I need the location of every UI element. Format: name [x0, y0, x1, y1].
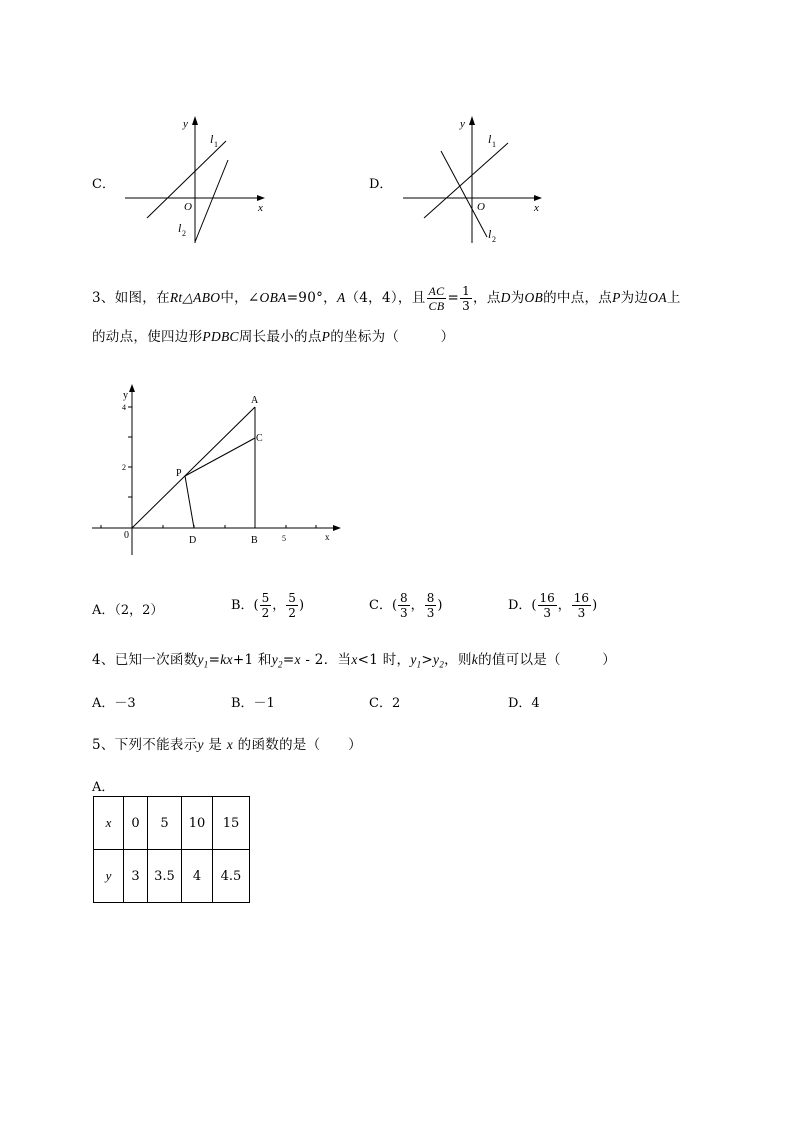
fraction-denominator: 3	[543, 606, 551, 620]
table-cell: 0	[124, 797, 148, 850]
y-axis-arrow	[129, 384, 135, 392]
q3-segment-ob: OB	[524, 290, 544, 305]
l1-label: l	[210, 132, 214, 146]
fraction-denominator: 3	[426, 606, 435, 620]
y-axis-label: y	[183, 118, 188, 130]
q3-angle: OBA	[259, 290, 287, 305]
segment-pc	[185, 438, 255, 476]
point-c-label: C	[256, 433, 263, 444]
l2-subscript: 2	[182, 229, 186, 238]
separator: ，	[557, 598, 571, 613]
question-3-line-2	[92, 325, 454, 345]
line-l2	[441, 151, 487, 237]
l1-label: l	[488, 132, 492, 146]
fraction	[286, 592, 298, 619]
q4-option-a[interactable]: A．－3	[92, 696, 136, 711]
question-3-figure	[88, 380, 348, 555]
fraction-denominator: CB	[428, 299, 445, 313]
q3-point-p: P	[321, 329, 331, 344]
point-a-label: A	[251, 395, 259, 406]
q4-option-c[interactable]: C．2	[369, 696, 401, 711]
tick-label-2: 2	[122, 463, 126, 472]
table-cell: 10	[182, 797, 213, 850]
fraction-numerator: 16	[573, 591, 590, 605]
q4-y2: y	[271, 652, 279, 667]
q3-option-c[interactable]	[369, 592, 442, 619]
q4-option-d[interactable]: D．4	[508, 696, 540, 711]
row-label-x: x	[94, 797, 124, 850]
question-3-line-1	[92, 285, 681, 312]
fraction-denominator: 2	[261, 606, 270, 620]
tick-label-4: 4	[122, 403, 126, 412]
fraction-numerator: 8	[426, 591, 435, 605]
option-label: D．(	[508, 598, 537, 613]
origin-label: O	[477, 201, 485, 213]
fraction-denominator: 2	[288, 606, 296, 620]
q5-text: 5、下列不能表示	[92, 737, 198, 753]
fraction	[398, 592, 410, 619]
table-cell: 3	[124, 850, 148, 903]
question-4	[92, 648, 616, 670]
q4-equals: =	[282, 652, 295, 668]
table-cell: 15	[213, 797, 250, 850]
q3-text: 为边	[620, 290, 649, 306]
q4-text: 的值可以是（ ）	[478, 652, 617, 668]
option-close: )	[437, 598, 443, 613]
q5-text: 的函数的是（ ）	[233, 737, 362, 753]
y-axis-label: y	[460, 118, 465, 130]
table-cell: 4.5	[213, 850, 250, 903]
q3-option-b[interactable]	[231, 592, 304, 619]
y-axis-arrow	[192, 116, 198, 125]
q3-text: 的坐标为（ ）	[330, 329, 455, 345]
point-d-label: D	[189, 535, 197, 546]
fraction-denominator: 3	[400, 606, 408, 620]
q4-k: k	[471, 652, 479, 667]
l1-subscript: 1	[492, 140, 496, 149]
fraction-numerator: 1	[462, 284, 471, 298]
option-d-graph	[398, 110, 548, 250]
q5-y: y	[197, 737, 204, 752]
fraction	[572, 592, 591, 619]
q4-x: x	[351, 652, 358, 667]
table-row	[94, 850, 250, 903]
option-close: )	[592, 598, 598, 613]
q3-quadrilateral: PDBC	[202, 329, 239, 344]
y-axis-label: y	[123, 390, 128, 401]
q3-option-d[interactable]	[508, 592, 597, 619]
q4-text: 4、已知一次函数	[92, 652, 198, 668]
x-axis-label: x	[258, 202, 263, 214]
option-label: B．(	[231, 598, 259, 613]
table-cell: 4	[182, 850, 213, 903]
q3-triangle: Rt△ABO	[169, 290, 221, 305]
q5-x: x	[226, 737, 234, 752]
line-l2	[195, 160, 228, 242]
q3-text: 为	[510, 290, 525, 306]
fraction-numerator: AC	[428, 284, 445, 298]
tick-label-5: 5	[282, 534, 286, 543]
q4-text: +1 和	[232, 652, 272, 668]
fraction-numerator: 5	[288, 591, 296, 605]
segment-oa	[132, 407, 255, 528]
q3-text: 上	[666, 290, 681, 306]
q4-option-b[interactable]: B．－1	[231, 696, 275, 711]
q4-subscript: 2	[278, 659, 283, 670]
fraction-numerator: 5	[261, 591, 270, 605]
q4-text: <1 时，	[357, 652, 411, 668]
option-c-label[interactable]: C．	[92, 177, 115, 192]
q3-text: 3、如图，在	[92, 290, 170, 306]
fraction	[260, 592, 272, 619]
question-5	[92, 733, 362, 753]
x-axis-label: x	[325, 532, 330, 542]
q3-point-a: A	[336, 290, 346, 305]
l2-label: l	[178, 221, 182, 235]
q5-text: 是	[203, 737, 227, 753]
table-cell: 5	[148, 797, 182, 850]
q3-ratio-fraction	[427, 285, 447, 312]
x-axis-arrow	[257, 195, 265, 201]
q3-text: 的动点，使四边形	[92, 329, 203, 345]
q4-equals: =	[208, 652, 221, 668]
q5-function-table	[93, 796, 250, 903]
fraction-numerator: 16	[539, 591, 555, 605]
q3-text: （4，4），且	[345, 290, 426, 306]
q4-x: x	[294, 652, 301, 667]
fraction	[425, 592, 437, 619]
axis-ticks	[101, 407, 316, 528]
option-c-graph	[120, 110, 270, 250]
q4-subscript: 1	[416, 659, 422, 670]
q4-kx: kx	[220, 652, 233, 667]
x-axis-arrow	[534, 195, 542, 201]
q3-segment-oa: OA	[648, 290, 667, 305]
origin-label: 0	[124, 530, 129, 541]
q3-text: ，点	[473, 290, 501, 306]
table-row	[94, 797, 250, 850]
q4-greater-than: >	[421, 652, 434, 668]
option-label: C．(	[369, 598, 398, 613]
segment-pd	[185, 476, 194, 528]
q3-text: 的中点，点	[543, 290, 613, 306]
l2-subscript: 2	[492, 235, 496, 244]
fraction-denominator: 3	[577, 606, 586, 620]
option-close: )	[298, 598, 305, 613]
separator: ，	[410, 598, 424, 613]
q3-equals: =	[447, 290, 460, 306]
y-axis-arrow	[469, 116, 475, 125]
x-axis-label: x	[534, 202, 539, 214]
fraction	[538, 592, 557, 619]
x-axis-arrow	[333, 525, 341, 531]
q4-subscript: 2	[439, 659, 445, 670]
q3-option-a[interactable]: A．（2，2）	[92, 603, 164, 618]
l2-label: l	[488, 227, 492, 241]
origin-label: O	[184, 201, 192, 213]
q4-text: ，则	[444, 652, 472, 668]
row-label-y: y	[94, 850, 124, 903]
q3-text: 周长最小的点	[238, 329, 322, 345]
q4-text: - 2．当	[300, 652, 352, 668]
line-l1	[424, 143, 508, 218]
q4-y2: y	[433, 652, 440, 667]
separator: ，	[272, 598, 286, 613]
q3-point-p: P	[612, 290, 621, 305]
q4-y1: y	[197, 652, 204, 667]
l1-subscript: 1	[214, 140, 218, 149]
point-p-label: P	[176, 468, 182, 479]
q3-text: =90°，	[286, 290, 337, 306]
q3-point-d: D	[500, 290, 511, 305]
point-b-label: B	[251, 535, 258, 546]
q5-option-a[interactable]: A．	[92, 780, 115, 795]
q4-y1: y	[410, 652, 417, 667]
fraction-numerator: 8	[400, 591, 408, 605]
q4-subscript: 1	[203, 659, 209, 670]
q3-ratio-value	[460, 285, 472, 312]
fraction-denominator: 3	[462, 299, 471, 313]
q3-text: 中，∠	[220, 290, 260, 306]
table-cell: 3.5	[148, 850, 182, 903]
option-d-label[interactable]: D．	[369, 177, 393, 192]
